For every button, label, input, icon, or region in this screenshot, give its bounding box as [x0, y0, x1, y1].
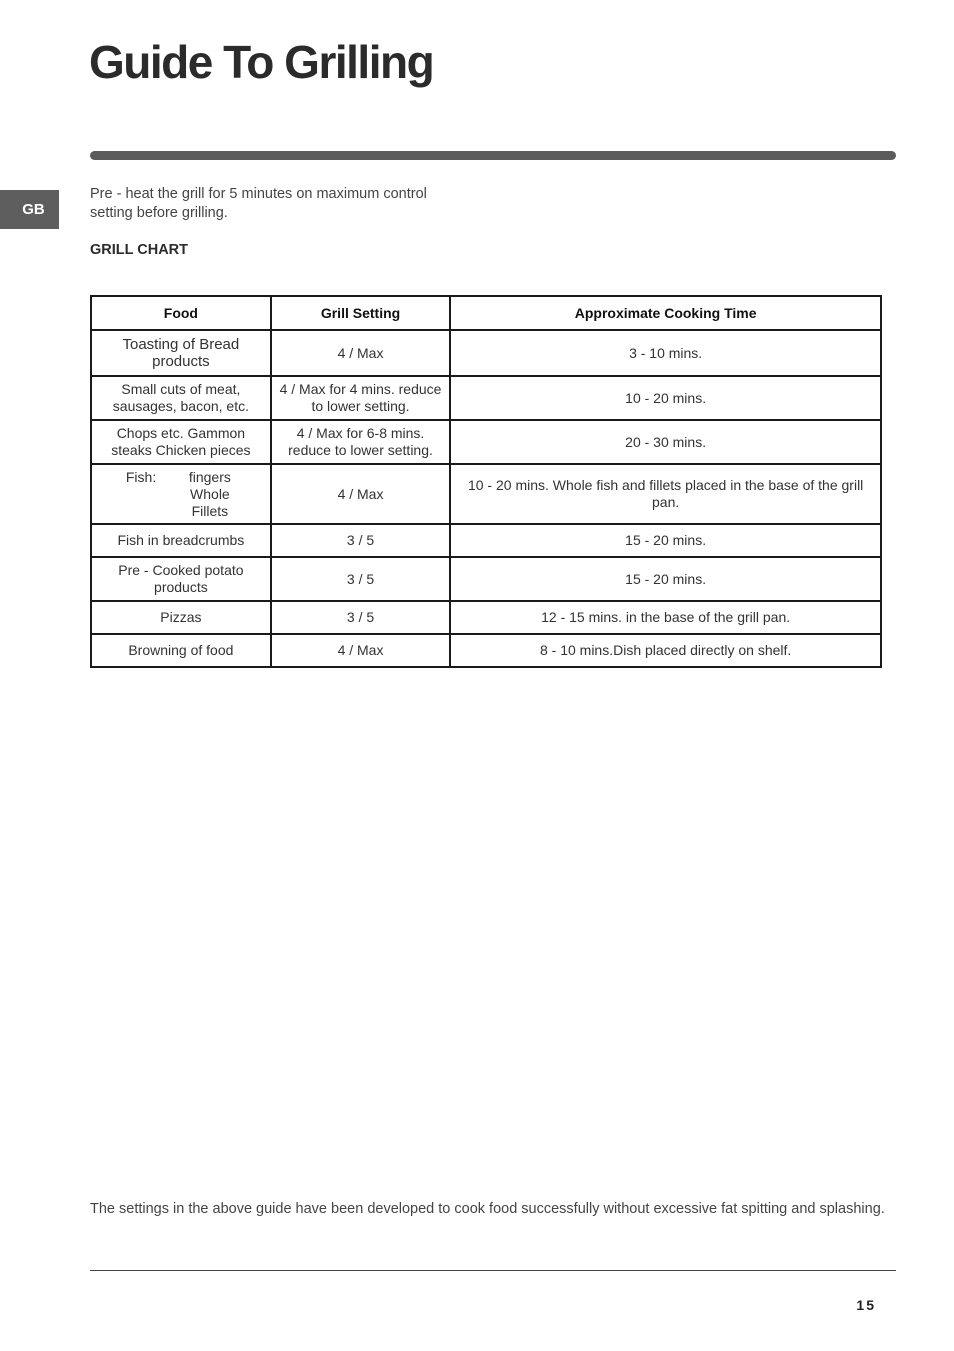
time-cell: 3 - 10 mins.	[450, 330, 881, 376]
setting-cell: 4 / Max	[271, 634, 451, 667]
intro-text: Pre - heat the grill for 5 minutes on maximum control setting before grilling.	[90, 186, 427, 221]
food-cell	[91, 464, 271, 524]
food-cell: Chops etc. Gammon steaks Chicken pieces	[91, 420, 271, 464]
page-title: Guide To Grilling	[89, 36, 434, 88]
table-header-row	[91, 296, 881, 330]
fish-label: Fish:	[125, 468, 157, 485]
food-cell: Pizzas	[91, 601, 271, 634]
setting-cell: 3 / 5	[271, 524, 451, 557]
food-cell: Pre - Cooked potato products	[91, 557, 271, 601]
time-cell: 20 - 30 mins.	[450, 420, 881, 464]
time-cell: 8 - 10 mins.Dish placed directly on shelf.	[450, 634, 881, 667]
food-cell: Toasting of Bread products	[91, 330, 271, 376]
fish-item: fingers	[188, 468, 231, 485]
setting-cell: 4 / Max for 4 mins. reduce to lower setting.	[271, 376, 451, 420]
setting-cell: 3 / 5	[271, 557, 451, 601]
setting-cell: 4 / Max	[271, 330, 451, 376]
food-cell: Browning of food	[91, 634, 271, 667]
time-cell: 12 - 15 mins. in the base of the grill pan.	[450, 601, 881, 634]
title-divider	[90, 151, 896, 160]
footnote-text: The settings in the above guide have been developed to cook food successfully without excessive fat spitting and splashing.	[90, 1201, 885, 1217]
fish-item: Fillets	[191, 502, 229, 519]
food-cell: Fish in breadcrumbs	[91, 524, 271, 557]
setting-cell: 4 / Max for 6-8 mins. reduce to lower setting.	[271, 420, 451, 464]
table-row	[91, 464, 881, 524]
time-cell: 15 - 20 mins.	[450, 524, 881, 557]
header-food: Food	[91, 296, 271, 330]
table-row	[91, 420, 881, 464]
header-grill-setting: Grill Setting	[271, 296, 451, 330]
table-row	[91, 330, 881, 376]
time-cell: 10 - 20 mins. Whole fish and fillets placed in the base of the grill pan.	[450, 464, 881, 524]
table-row	[91, 634, 881, 667]
setting-cell: 3 / 5	[271, 601, 451, 634]
table-row	[91, 524, 881, 557]
language-tab: GB	[0, 190, 59, 229]
setting-cell: 4 / Max	[271, 464, 451, 524]
table-row	[91, 376, 881, 420]
fish-item: Whole	[190, 485, 230, 502]
footer-divider	[90, 1270, 896, 1271]
header-cooking-time: Approximate Cooking Time	[450, 296, 881, 330]
time-cell: 15 - 20 mins.	[450, 557, 881, 601]
time-cell: 10 - 20 mins.	[450, 376, 881, 420]
grill-chart-table	[90, 295, 882, 668]
food-cell: Small cuts of meat, sausages, bacon, etc.	[91, 376, 271, 420]
section-heading: GRILL CHART	[90, 242, 189, 258]
table-row	[91, 601, 881, 634]
table-row	[91, 557, 881, 601]
page-number: 15	[856, 1297, 876, 1313]
